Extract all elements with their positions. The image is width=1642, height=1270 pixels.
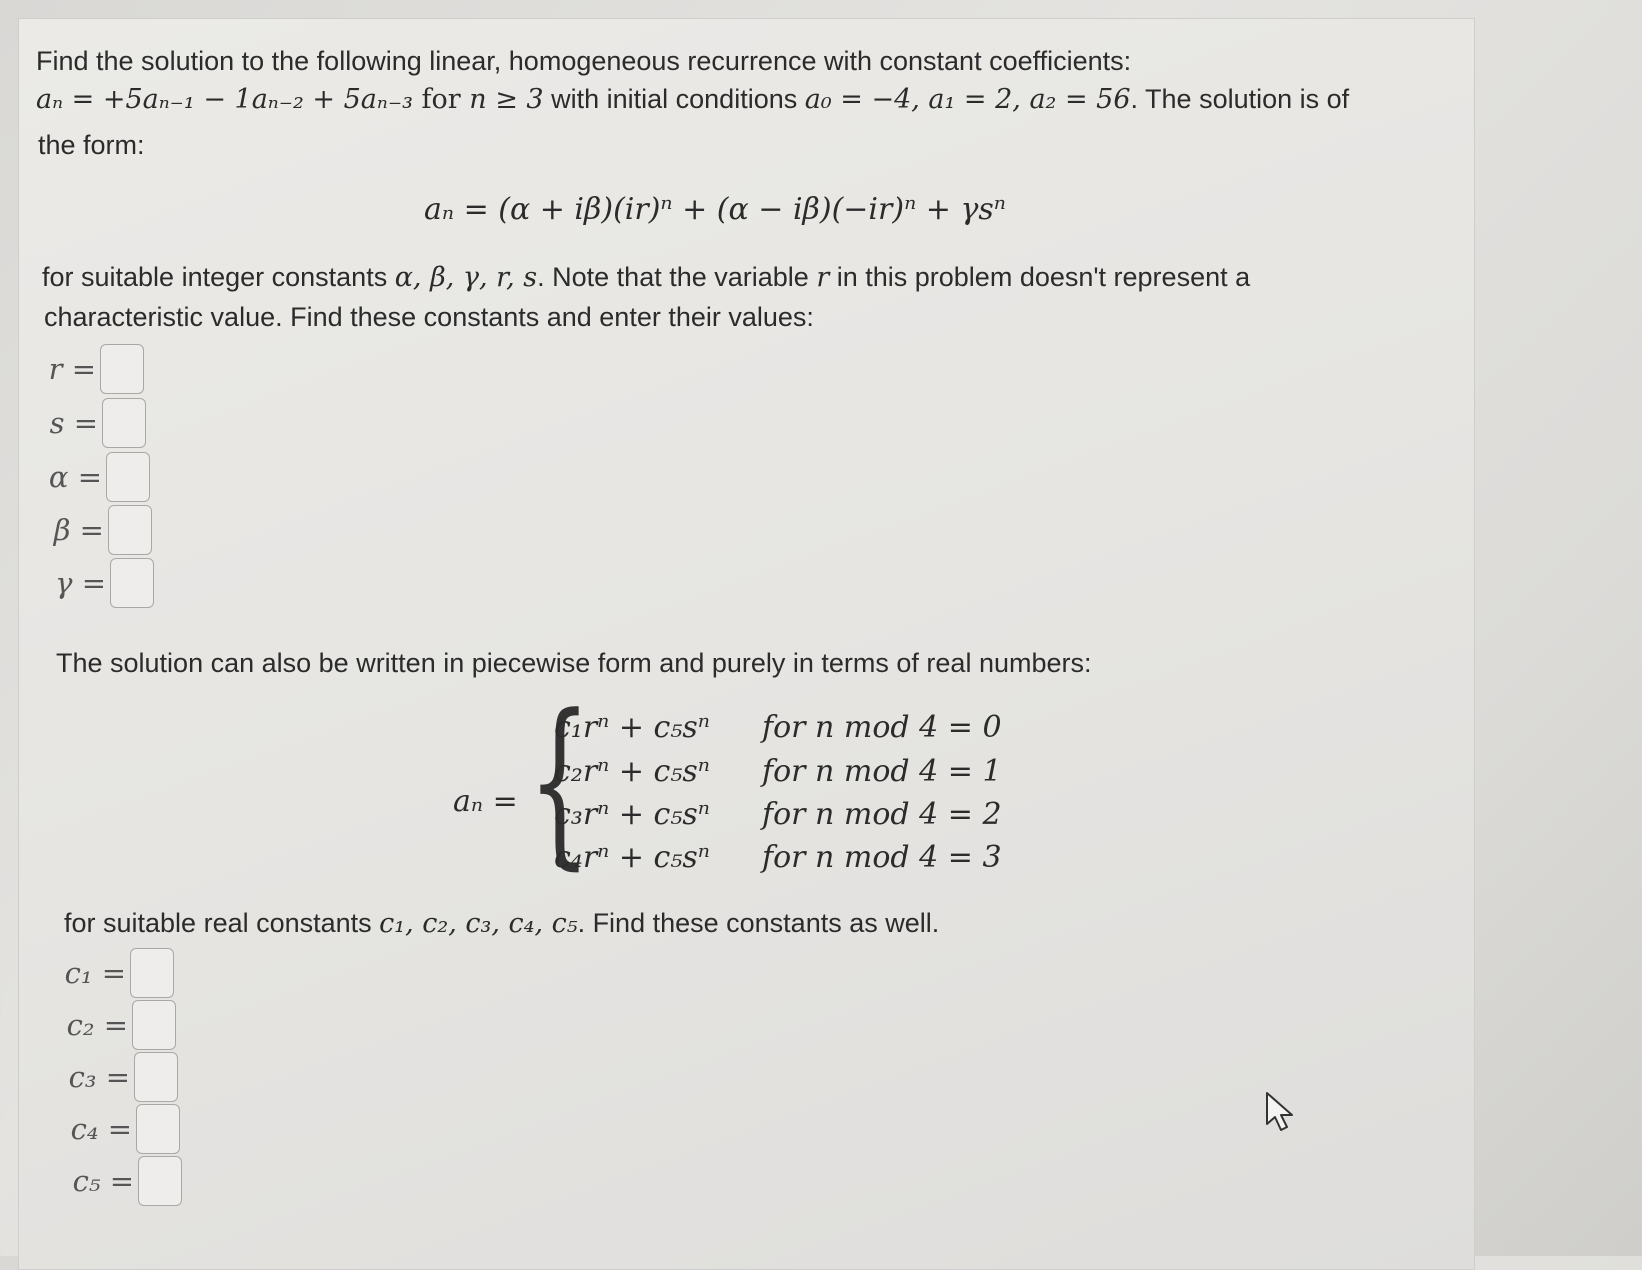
piecewise-lhs: aₙ = bbox=[453, 784, 518, 819]
constants-suffix: in this problem doesn't represent a bbox=[829, 262, 1251, 292]
real-constants-description bbox=[64, 906, 939, 941]
input-r[interactable] bbox=[100, 344, 144, 394]
constants-middle: . Note that the variable bbox=[537, 262, 817, 292]
label-alpha: α = bbox=[48, 460, 102, 494]
for-text: for bbox=[412, 84, 470, 115]
initial-conditions: a₀ = −4, a₁ = 2, a₂ = 56 bbox=[804, 84, 1131, 115]
mouse-pointer-icon bbox=[1264, 1090, 1298, 1132]
input-c4[interactable] bbox=[136, 1104, 180, 1154]
piecewise-case-2-expr: c₂rⁿ + c₅sⁿ bbox=[554, 754, 710, 789]
constants-var-r: r bbox=[816, 262, 830, 293]
label-c1: c₁ = bbox=[64, 956, 126, 990]
input-c5[interactable] bbox=[138, 1156, 182, 1206]
input-c3[interactable] bbox=[134, 1052, 178, 1102]
piecewise-case-3-expr: c₃rⁿ + c₅sⁿ bbox=[554, 797, 710, 832]
intro-line-3: the form: bbox=[38, 130, 145, 160]
real-constants-prefix: for suitable real constants bbox=[64, 908, 380, 938]
label-c5: c₅ = bbox=[72, 1164, 134, 1198]
label-gamma: γ = bbox=[55, 566, 106, 600]
constants-vars: α, β, γ, r, s bbox=[394, 262, 538, 293]
label-c2: c₂ = bbox=[66, 1008, 128, 1042]
label-s: s = bbox=[49, 406, 98, 440]
label-c3: c₃ = bbox=[68, 1060, 130, 1094]
piecewise-case-4-cond: for n mod 4 = 3 bbox=[762, 840, 1002, 875]
piecewise-intro: The solution can also be written in piecewise form and purely in terms of real numbers: bbox=[56, 648, 1092, 678]
piecewise-case-4-expr: c₄rⁿ + c₅sⁿ bbox=[554, 840, 710, 875]
input-alpha[interactable] bbox=[106, 452, 150, 502]
recurrence-formula: aₙ = +5aₙ₋₁ − 1aₙ₋₂ + 5aₙ₋₃ bbox=[36, 84, 413, 115]
label-beta: β = bbox=[53, 513, 104, 547]
real-constants-suffix: . Find these constants as well. bbox=[577, 908, 940, 938]
piecewise-case-2-cond: for n mod 4 = 1 bbox=[762, 754, 1002, 789]
piecewise-brace: { bbox=[528, 677, 591, 886]
intro-tail: . The solution is of bbox=[1130, 84, 1350, 114]
input-c1[interactable] bbox=[130, 948, 174, 998]
solution-form-equation: aₙ = (α + iβ)(ir)ⁿ + (α − iβ)(−ir)ⁿ + γsⁿ bbox=[424, 192, 1006, 227]
label-c4: c₄ = bbox=[70, 1112, 132, 1146]
recurrence-condition: n ≥ 3 bbox=[469, 84, 544, 115]
piecewise-case-1-cond: for n mod 4 = 0 bbox=[762, 710, 1002, 745]
input-c2[interactable] bbox=[132, 1000, 176, 1050]
real-constants-vars: c₁, c₂, c₃, c₄, c₅ bbox=[379, 908, 578, 939]
input-s[interactable] bbox=[102, 398, 146, 448]
input-gamma[interactable] bbox=[110, 558, 154, 608]
intro-line-1: Find the solution to the following linear, homogeneous recurrence with constant coefficients: bbox=[36, 46, 1132, 76]
constants-description-line-2: characteristic value. Find these constants and enter their values: bbox=[44, 302, 814, 332]
initial-conditions-text: with initial conditions bbox=[543, 84, 805, 114]
input-beta[interactable] bbox=[108, 505, 152, 555]
constants-description-line-1 bbox=[42, 260, 1250, 295]
constants-prefix: for suitable integer constants bbox=[42, 262, 395, 292]
label-r: r = bbox=[48, 352, 96, 386]
piecewise-case-1-expr: c₁rⁿ + c₅sⁿ bbox=[554, 710, 710, 745]
piecewise-case-3-cond: for n mod 4 = 2 bbox=[762, 797, 1002, 832]
intro-line-2 bbox=[36, 82, 1349, 117]
